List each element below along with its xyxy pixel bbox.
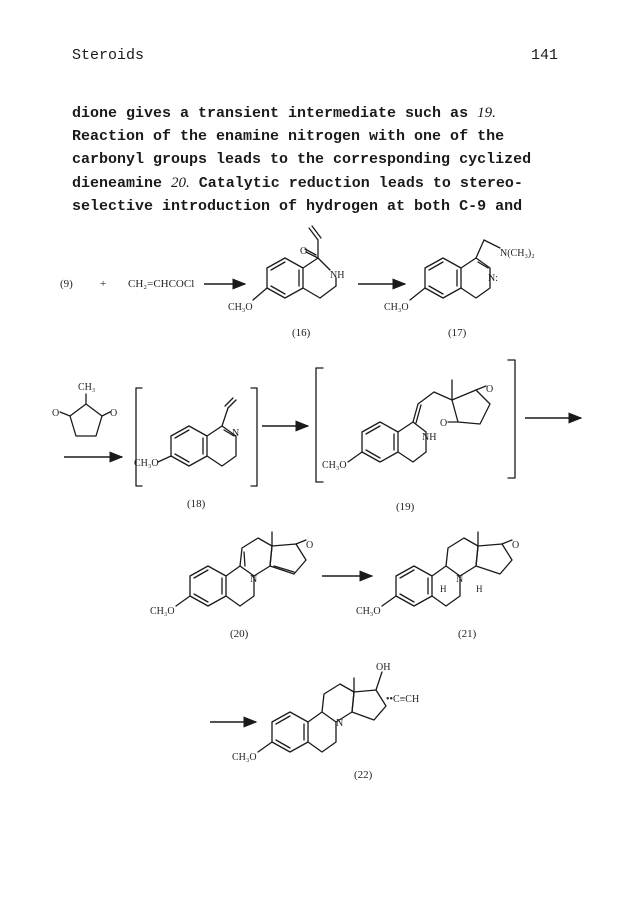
compound-label-19: (19) bbox=[396, 501, 415, 513]
svg-text:NH: NH bbox=[330, 270, 345, 281]
svg-text:OH: OH bbox=[376, 662, 391, 673]
svg-text:CH₃O: CH₃O bbox=[134, 458, 159, 469]
bracket-right-19 bbox=[508, 360, 515, 478]
row-4 bbox=[210, 662, 419, 781]
svg-text:N: N bbox=[456, 574, 464, 585]
svg-text:N(CH₃)₂: N(CH₃)₂ bbox=[500, 248, 535, 259]
svg-text:O: O bbox=[300, 246, 308, 257]
bracket-right-18 bbox=[251, 388, 257, 486]
svg-text:O: O bbox=[440, 418, 448, 429]
text-line-5: selective introduction of hydrogen at both C-9 and bbox=[72, 197, 523, 215]
svg-text:CH₃O: CH₃O bbox=[322, 460, 347, 471]
svg-text:CH₃O: CH₃O bbox=[384, 302, 409, 313]
running-head: Steroids bbox=[72, 47, 145, 64]
svg-text:CH₃O: CH₃O bbox=[228, 302, 253, 313]
row-3 bbox=[150, 532, 519, 640]
text-line-1: dione gives a transient intermediate such as 19. bbox=[72, 105, 496, 122]
svg-text:O: O bbox=[306, 540, 314, 551]
structure-21 bbox=[356, 532, 519, 617]
svg-text:CH₃: CH₃ bbox=[78, 382, 96, 393]
compound-label-18: (18) bbox=[187, 498, 206, 510]
svg-text:NH: NH bbox=[422, 432, 437, 443]
structure-18 bbox=[134, 398, 239, 469]
page-number: 141 bbox=[531, 47, 559, 64]
svg-text:CH₃O: CH₃O bbox=[232, 752, 257, 763]
compound-label-21: (21) bbox=[458, 628, 477, 640]
compound-label-20: (20) bbox=[230, 628, 249, 640]
structure-22 bbox=[232, 662, 419, 763]
svg-text:N: N bbox=[232, 428, 240, 439]
svg-text:O: O bbox=[512, 540, 520, 551]
svg-text:CH₃O: CH₃O bbox=[356, 606, 381, 617]
structure-16 bbox=[228, 226, 344, 313]
compound-label-16: (16) bbox=[292, 327, 311, 339]
row-1 bbox=[60, 226, 535, 339]
row-2 bbox=[52, 360, 581, 513]
svg-text:N: N bbox=[336, 718, 344, 729]
text-line-3: carbonyl groups leads to the corresponding cyclized bbox=[72, 151, 532, 169]
structure-methylcyclopentanedione bbox=[52, 382, 117, 436]
svg-text:O: O bbox=[110, 408, 118, 419]
acryloyl-chloride: CH₂=CHCOCl bbox=[128, 278, 195, 290]
svg-text:O: O bbox=[52, 408, 60, 419]
structure-20 bbox=[150, 532, 313, 617]
structure-17 bbox=[384, 240, 535, 313]
text-line-2: Reaction of the enamine nitrogen with one of the bbox=[72, 128, 505, 146]
svg-text:O: O bbox=[486, 384, 494, 395]
svg-text:N:: N: bbox=[488, 273, 498, 284]
text-line-4: dieneamine 20. Catalytic reduction leads to stereo- bbox=[72, 174, 523, 192]
plus-sign: + bbox=[100, 278, 107, 290]
svg-text:N: N bbox=[250, 574, 258, 585]
bracket-left-18 bbox=[136, 388, 142, 486]
svg-text:CH₃O: CH₃O bbox=[150, 606, 175, 617]
compound-label-9: (9) bbox=[60, 278, 73, 290]
svg-text:••C≡CH: ••C≡CH bbox=[386, 694, 420, 705]
structure-19 bbox=[322, 380, 493, 471]
compound-label-22: (22) bbox=[354, 769, 373, 781]
svg-text:H: H bbox=[440, 584, 447, 594]
svg-text:H: H bbox=[476, 584, 483, 594]
compound-label-17: (17) bbox=[448, 327, 467, 339]
